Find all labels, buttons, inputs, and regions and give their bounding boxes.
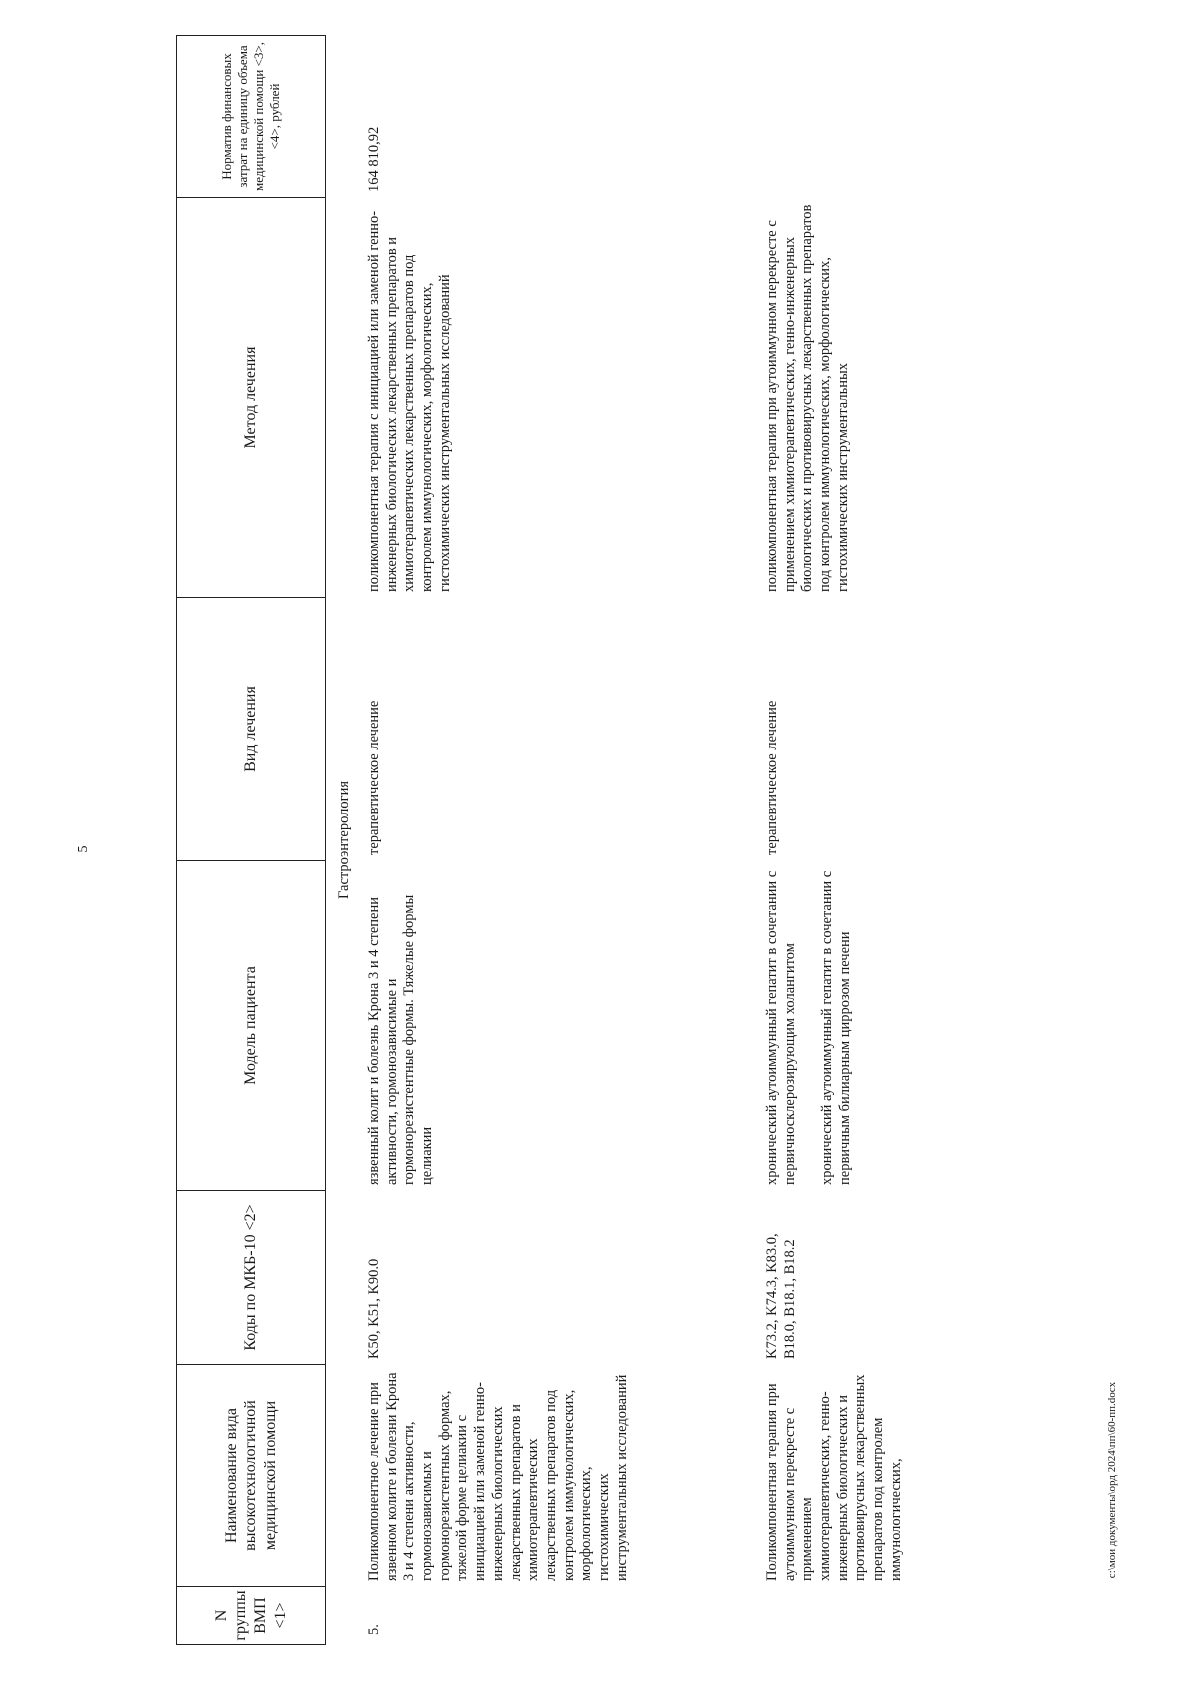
row2-treatment-type: терапевтическое лечение [764,700,780,855]
row1-treatment-type: терапевтическое лечение [366,700,382,855]
header-cost-standard: Норматив финансовых затрат на единицу объема медицинской помощи <3>, <4>, рублей [176,35,326,198]
header-vmp-name: Наименование вида высокотехнологичной медицинской помощи [176,1365,326,1587]
row1-patient-model: язвенный колит и болезнь Крона 3 и 4 степени активности, гормонозависимые и гормонорезистентные формы. Тяжелые формы целиакии [366,894,436,1185]
header-treatment-type: Вид лечения [176,598,326,861]
row1-vmp-name: Поликомпонентное лечение при язвенном колите и болезни Крона 3 и 4 степени активности, гормонозависимых и гормонорезистентных формах, тяжелой форме целиакии с инициацией или заменой генно-инженерных биологических лекарственных препаратов и химиотерапевтических лекарственных препаратов под контролем иммунологических, морфологических, гистохимических инструментальных исследований [366,1372,630,1581]
row1-treatment-method: поликомпонентная терапия с инициацией или заменой генно-инженерных биологических лекарственных препаратов и химиотерапевтических лекарственных препаратов под контролем иммунологических, морфологических, гистохимических инструментальных исследований [366,210,453,592]
header-icd-codes: Коды по МКБ-10 <2> [176,1191,326,1365]
section-title: Гастроэнтерология [336,781,352,900]
row2-treatment-method: поликомпонентная терапия при аутоиммунном перекресте с применением химиотерапевтических, генно-инженерных биологических и противовирусных лекарственных препаратов под контролем иммунологических, морфологических, гистохимических инструментальных [764,204,851,592]
row2-vmp-name: Поликомпонентная терапия при аутоиммунном перекресте с применением химиотерапевтических, генно-инженерных биологических и противовирусных лекарственных препаратов под контролем иммунологических, [764,1374,904,1581]
row2-patient-model-2: хронический аутоиммунный гепатит в сочетании с первичным билиарным циррозом печени [819,870,854,1185]
row2-patient-model [764,855,855,1185]
header-treatment-method: Метод лечения [176,198,326,598]
file-path-footer: c:\мои документы\орд 2024\пп\60-пп.docx [1106,1381,1118,1579]
row2-patient-model-1: хронический аутоиммунный гепатит в сочетании с первичносклерозирующим холангитом [764,870,798,1185]
row2-icd-codes: K73.2, K74.3, K83.0, B18.0, B18.1, B18.2 [764,1233,798,1359]
row1-cost: 164 810,92 [366,126,382,192]
row1-group: 5. [366,1624,382,1635]
row1-icd-codes: K50, K51, K90.0 [366,1258,382,1359]
header-patient-model: Модель пациента [176,861,326,1191]
page-number: 5 [76,845,91,853]
header-group-number: N группы ВМП <1> [176,1587,326,1645]
rotated-table [176,35,1086,1645]
